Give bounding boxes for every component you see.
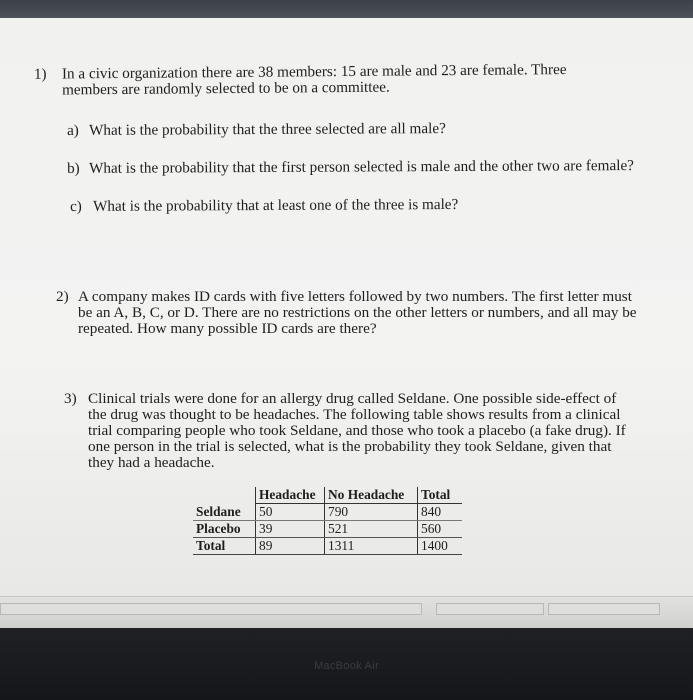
question-number: 1) [33,65,47,83]
table-cell: 1400 [418,538,463,555]
question-number: 2) [56,288,69,305]
part-text: What is the probability that at least one of the three is male? [92,195,459,215]
table-cell: 521 [325,521,418,538]
part-label: b) [67,159,80,177]
question-1 [34,61,654,100]
device-brand-label: MacBook Air [313,660,380,672]
part-text: What is the probability that the three selected are all male? [88,120,446,139]
table-cell: 790 [325,504,418,521]
table-header-row [193,487,462,504]
table-row [193,521,462,538]
column-header: Total [418,487,463,504]
footer-rule [548,603,660,615]
part-label: c) [70,197,82,215]
table-row [193,504,462,521]
question-text: In a civic organization there are 38 members: 15 are male and 23 are female. Three members are randomly selected to be on a committee. [61,61,567,99]
row-label: Seldane [193,504,256,521]
question-text: A company makes ID cards with five letters followed by two numbers. The first letter must be an A, B, C, or D. There are no restrictions on the other letters or numbers, and all may be repeated. How many possible ID cards are there? [78,288,637,337]
table-cell: 50 [256,504,325,521]
part-label: a) [67,121,79,139]
table-cell: 560 [418,521,463,538]
contingency-table [193,487,462,555]
question-number: 3) [64,390,77,407]
question-3 [64,391,644,475]
table-cell: 89 [256,538,325,555]
column-header: Headache [256,487,325,504]
row-label: Total [193,538,256,555]
question-2 [56,289,646,341]
table-cell: 1311 [325,538,418,555]
table-corner [193,487,256,504]
table-row [193,538,462,555]
part-text: What is the probability that the first person selected is male and the other two are female? [88,157,634,177]
table-cell: 39 [256,521,325,538]
footer-rule [0,603,422,615]
question-text: Clinical trials were done for an allergy drug called Seldane. One possible side-effect of the drug was thought to be headaches. The following table shows results from a clinical trial comparing people who took Seldane, and those who took a placebo (a fake drug). If one person in the trial is selected, what is the probability they took Seldane, given that they had a headache. [88,390,626,471]
row-label: Placebo [193,521,256,538]
table-cell: 840 [418,504,463,521]
column-header: No Headache [325,487,418,504]
footer-rule [436,603,544,615]
